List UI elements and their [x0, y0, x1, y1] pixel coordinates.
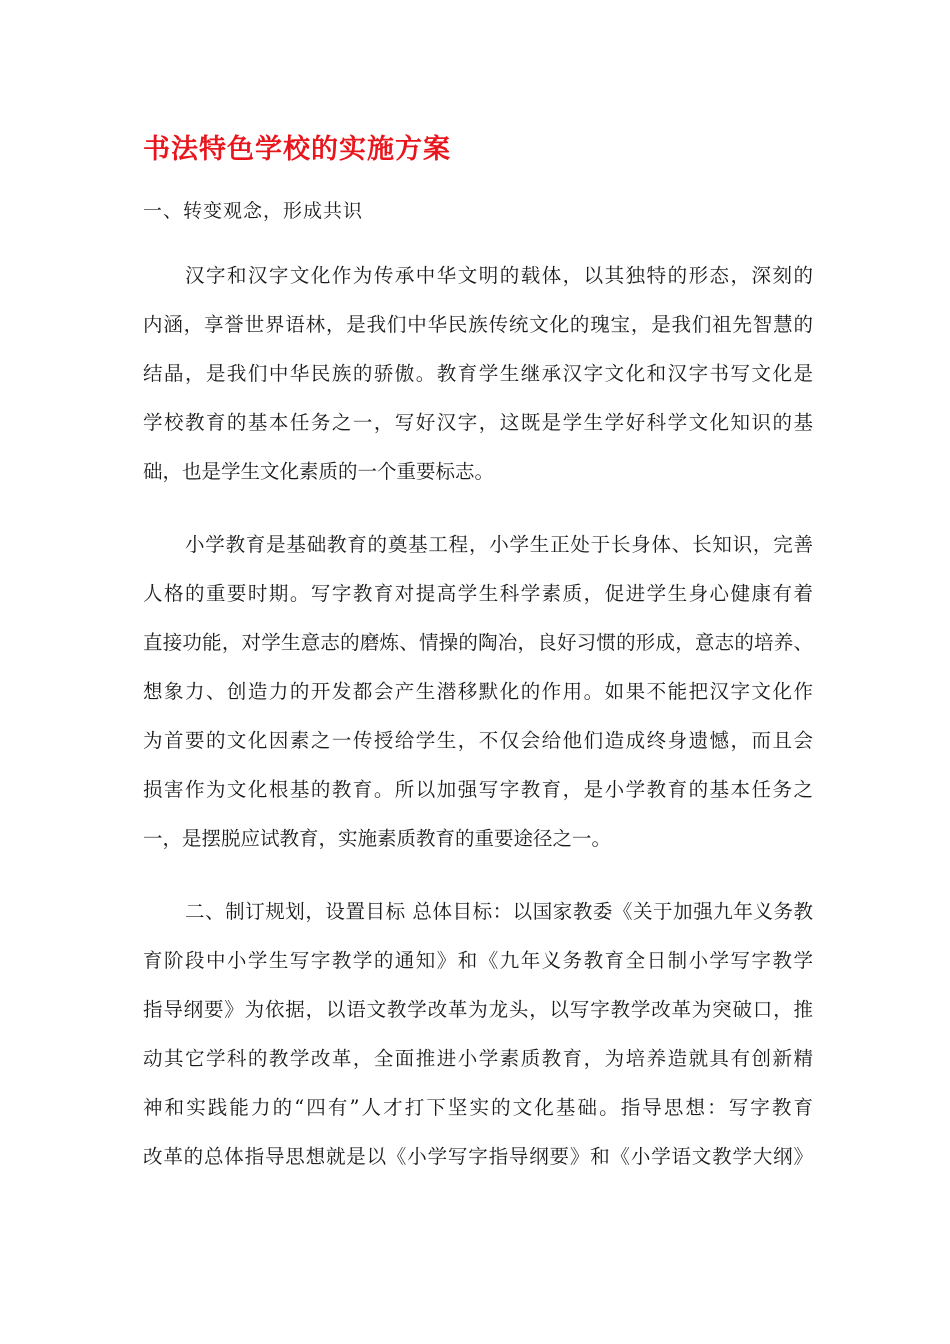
paragraph-line: 神和实践能力的“四有”人才打下坚实的文化基础。指导思想：写字教育	[143, 1096, 813, 1119]
paragraph-line: 汉字和汉字文化作为传承中华文明的载体，以其独特的形态，深刻的	[185, 264, 813, 287]
paragraph-line: 一，是摆脱应试教育，实施素质教育的重要途径之一。	[143, 827, 612, 850]
paragraph-line: 学校教育的基本任务之一，写好汉字，这既是学生学好科学文化知识的基	[143, 411, 813, 434]
paragraph-line: 直接功能，对学生意志的磨炼、情操的陶冶，良好习惯的形成，意志的培养、	[143, 631, 813, 654]
paragraph-line: 础，也是学生文化素质的一个重要标志。	[143, 460, 495, 483]
paragraph-line: 小学教育是基础教育的奠基工程，小学生正处于长身体、长知识，完善	[185, 533, 813, 556]
paragraph-line: 损害作为文化根基的教育。所以加强写字教育，是小学教育的基本任务之	[143, 778, 813, 801]
paragraph-line: 人格的重要时期。写字教育对提高学生科学素质，促进学生身心健康有着	[143, 582, 813, 605]
paragraph-line: 内涵，享誉世界语林，是我们中华民族传统文化的瑰宝，是我们祖先智慧的	[143, 313, 813, 336]
paragraph-3	[143, 887, 813, 1181]
paragraph-line: 育阶段中小学生写字教学的通知》和《九年义务教育全日制小学写字教学	[143, 949, 813, 972]
paragraph-1	[143, 251, 813, 496]
paragraph-2	[143, 520, 813, 863]
paragraph-line: 为首要的文化因素之一传授给学生，不仅会给他们造成终身遗憾，而且会	[143, 729, 813, 752]
paragraph-line: 指导纲要》为依据，以语文教学改革为龙头，以写字教学改革为突破口，推	[143, 998, 813, 1021]
document-title: 书法特色学校的实施方案	[143, 134, 451, 165]
paragraph-line: 动其它学科的教学改革，全面推进小学素质教育，为培养造就具有创新精	[143, 1047, 813, 1070]
paragraph-line: 改革的总体指导思想就是以《小学写字指导纲要》和《小学语文教学大纲》	[143, 1145, 813, 1168]
paragraph-line: 二、制订规划，设置目标 总体目标：以国家教委《关于加强九年义务教	[185, 900, 813, 923]
paragraph-line: 结晶，是我们中华民族的骄傲。教育学生继承汉字文化和汉字书写文化是	[143, 362, 813, 385]
section-heading: 一、转变观念，形成共识	[143, 200, 364, 222]
paragraph-line: 想象力、创造力的开发都会产生潜移默化的作用。如果不能把汉字文化作	[143, 680, 813, 703]
